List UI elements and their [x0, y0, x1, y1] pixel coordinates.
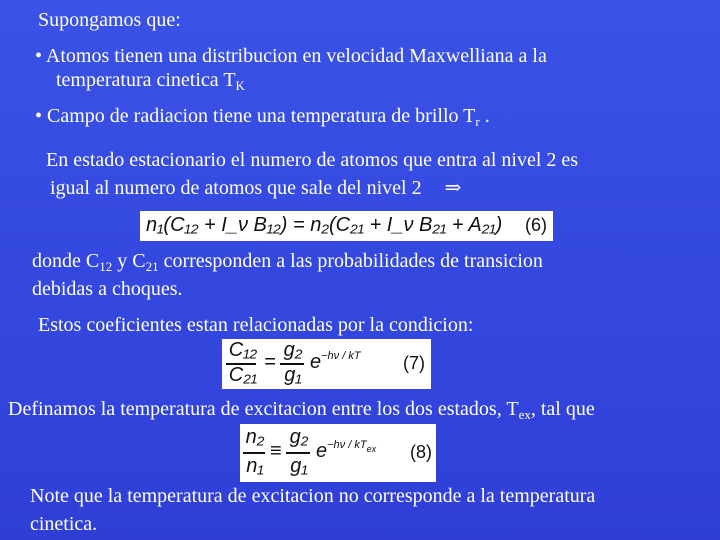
- bullet-maxwellian-line1: • Atomos tienen una distribucion en velocidad Maxwelliana a la: [35, 45, 547, 67]
- donde-line1: [32, 249, 543, 275]
- bullet-maxwellian-line2: [56, 68, 245, 94]
- bullet-radiation: [35, 104, 490, 130]
- donde-sub-12: 12: [99, 259, 113, 274]
- donde-sub-21: 21: [145, 259, 159, 274]
- eq8-equivalent: ≡: [270, 440, 282, 462]
- eq7-rhs-numerator: g₂: [283, 339, 303, 361]
- equation-8-number: (8): [410, 442, 432, 462]
- eq8-exponent: −hν / kT: [327, 439, 367, 451]
- define-text: [8, 397, 595, 423]
- eq7-exponential: $e^{-h\nu / kT}$: [310, 350, 361, 373]
- relation-text: Estos coeficientes estan relacionadas por la condicion:: [38, 314, 474, 336]
- eq8-rhs-denominator: g₁: [290, 455, 308, 477]
- radiation-tail: .: [479, 105, 490, 127]
- donde-line2: debidas a choques.: [32, 278, 183, 300]
- equilibrium-line2: [50, 176, 461, 200]
- eq7-equals: =: [264, 351, 276, 373]
- equation-6-expression: n₁(C₁₂ + I_ν B₁₂) = n₂(C₂₁ + I_ν B₂₁ + A₂₁): [146, 214, 503, 236]
- eq8-exponential: $e^{-h\nu / kTex}$: [316, 439, 377, 462]
- intro-text: Supongamos que:: [38, 9, 181, 31]
- eq8-rhs-bar: [286, 452, 310, 454]
- eq7-lhs-numerator: C₁₂: [228, 339, 258, 361]
- eq8-lhs-bar: [243, 452, 265, 454]
- equilibrium-line2-text: igual al numero de atomos que sale del nivel 2: [50, 177, 422, 199]
- equation-7: [222, 339, 431, 389]
- kinetic-temp-text: temperatura cinetica T: [56, 69, 236, 91]
- brightness-temp-subscript: r: [475, 114, 480, 129]
- implies-arrow-icon: ⇒: [444, 177, 462, 199]
- donde-text-a: donde C: [32, 250, 100, 272]
- note-line2: cinetica.: [30, 513, 98, 535]
- equilibrium-line1: En estado estacionario el numero de atomos que entra al nivel 2 es: [46, 149, 579, 171]
- eq8-exponent-subscript: ex: [366, 444, 377, 454]
- equation-6: [140, 211, 553, 241]
- excitation-temp-subscript: ex: [518, 407, 531, 422]
- equation-7-number: (7): [403, 353, 425, 373]
- define-text-b: , tal que: [530, 398, 595, 420]
- radiation-text: • Campo de radiacion tiene una temperatura de brillo T: [35, 105, 476, 127]
- eq7-exponent: −hν / kT: [321, 350, 361, 362]
- equation-6-number: (6): [525, 215, 547, 235]
- eq7-rhs-denominator: g₁: [284, 364, 302, 386]
- equation-8: [240, 424, 436, 482]
- donde-text-b: y C: [112, 250, 146, 272]
- note-line1: Note que la temperatura de excitacion no corresponde a la temperatura: [30, 485, 596, 507]
- kinetic-temp-subscript: K: [235, 78, 245, 93]
- define-text-a: Definamos la temperatura de excitacion entre los dos estados, T: [8, 398, 519, 420]
- eq8-lhs-denominator: n₁: [246, 455, 264, 477]
- eq8-lhs-numerator: n₂: [245, 426, 265, 448]
- eq7-lhs-denominator: C₂₁: [228, 364, 258, 386]
- donde-text-c: corresponden a las probabilidades de transicion: [158, 250, 543, 272]
- eq8-rhs-numerator: g₂: [289, 426, 309, 448]
